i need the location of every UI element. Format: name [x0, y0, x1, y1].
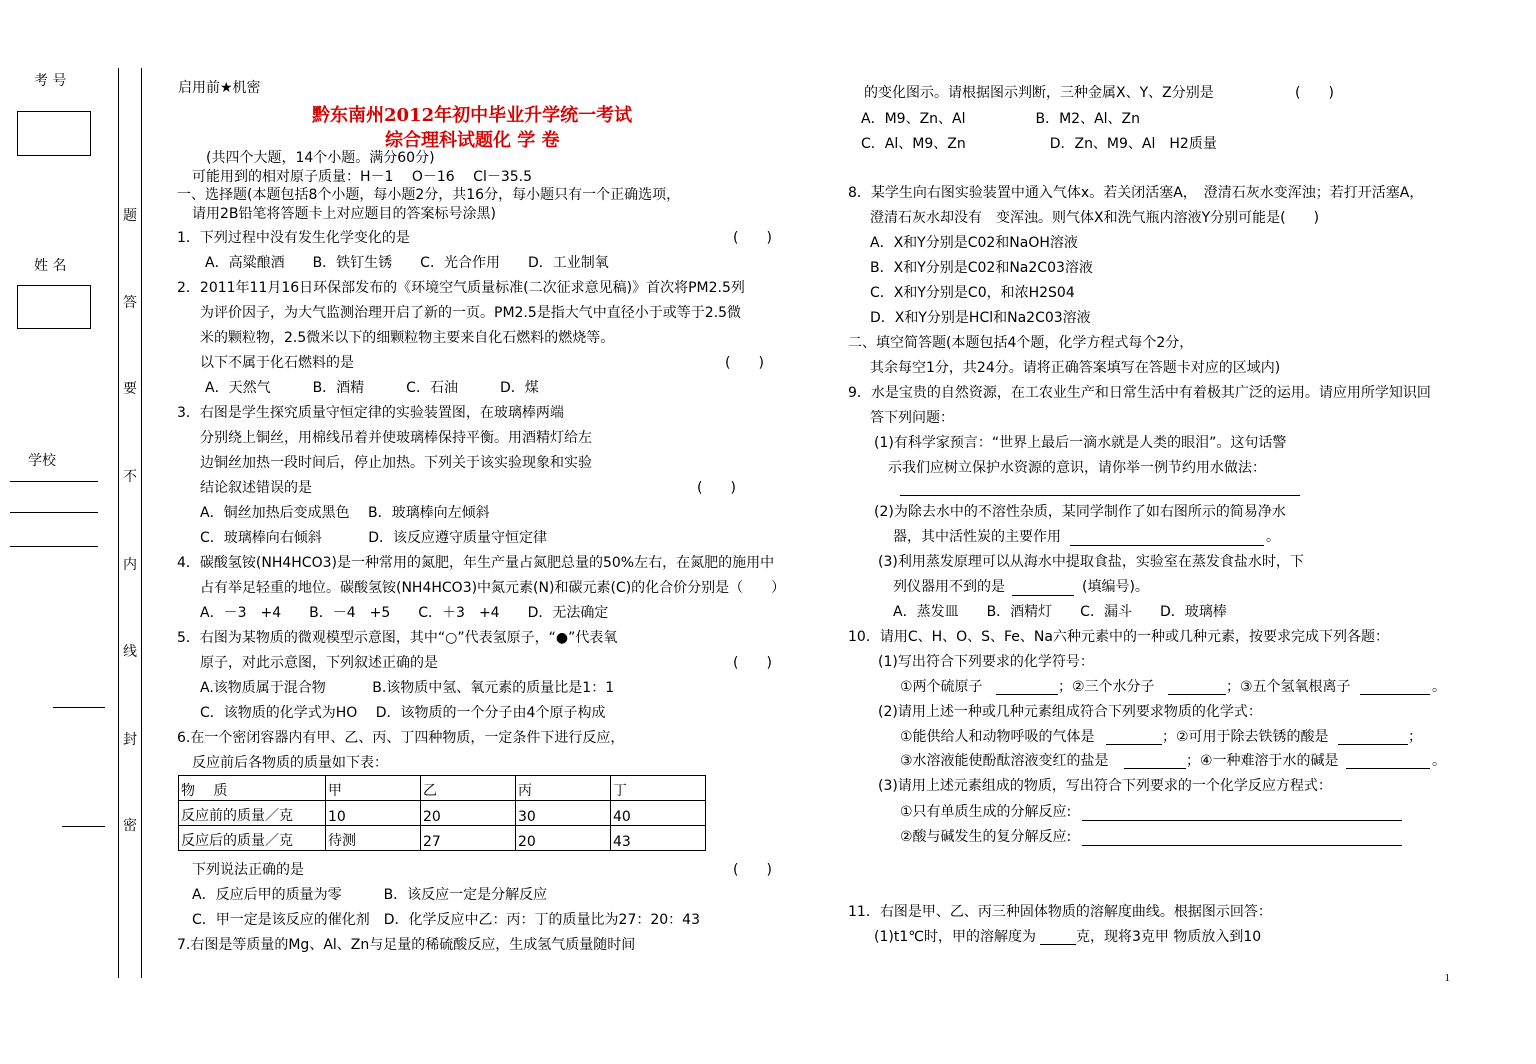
q9-3-answer-blank[interactable] [1012, 595, 1074, 596]
school-line-2[interactable] [10, 512, 98, 513]
q10-3-a: ①只有单质生成的分解反应: [900, 804, 1072, 820]
q7-options: C．Al、M9、Zn D．Zn、M9、Al H2质量 [861, 136, 1217, 152]
q5-options: A.该物质属于混合物 B.该物质中氢、氧元素的质量比是1：1 [200, 680, 615, 696]
q9-part2-end: 。 [1266, 529, 1280, 545]
q8-option-a: A．X和Y分别是C02和NaOH溶液 [870, 235, 1078, 251]
seal-char: 不 [123, 469, 137, 485]
q10-part2: (2)请用上述一种或几种元素组成符合下列要求物质的化学式： [878, 704, 1262, 720]
section2-instruction: 其余每空1分，共24分。请将正确答案填写在答题卡对应的区域内) [870, 360, 1281, 376]
q5-question: 原子，对此示意图，下列叙述正确的是 [200, 655, 438, 671]
q8-option-b: B．X和Y分别是C02和Na2C03溶液 [870, 260, 1093, 276]
name-box[interactable] [17, 285, 91, 329]
q3-options: C．玻璃棒向右倾斜 D．该反应遵守质量守恒定律 [200, 530, 548, 546]
q10-2c-blank[interactable] [1124, 768, 1186, 769]
table-cell: 27 [421, 826, 516, 851]
q3-options: A．铜丝加热后变成黑色 B．玻璃棒向左倾斜 [200, 505, 490, 521]
q4-options: A．－3 +4 B．－4 +5 C．＋3 +4 D．无法确定 [200, 605, 609, 621]
table-header-cell: 丙 [516, 776, 611, 801]
exam-number-label: 考 号 [34, 73, 67, 89]
atomic-masses: 可能用到的相对原子质量：H－1 O－16 Cl－35.5 [192, 169, 533, 185]
q6-question: 下列说法正确的是 [192, 862, 304, 878]
q2-answer-paren[interactable]: ( ) [725, 355, 764, 371]
q5-answer-paren[interactable]: ( ) [733, 655, 772, 671]
school-line-1[interactable] [10, 481, 98, 482]
table-cell: 20 [421, 801, 516, 826]
q7-options: A．M9、Zn、Al B．M2、Al、Zn [861, 111, 1141, 127]
q9-part3-end: (填编号)。 [1082, 579, 1149, 595]
q10-3a-blank[interactable] [1082, 820, 1402, 821]
seal-line-right [141, 68, 142, 978]
table-cell: 40 [611, 801, 706, 826]
margin-line-1 [53, 707, 105, 708]
q10-2b-blank[interactable] [1338, 744, 1408, 745]
school-label: 学校 [28, 453, 56, 469]
q3-stem: 分别绕上铜丝，用棉线吊着并使玻璃棒保持平衡。用酒精灯给左 [200, 430, 592, 446]
seal-char: 题 [123, 208, 137, 224]
secret-mark: 启用前★机密 [178, 80, 261, 96]
q10-1-end: 。 [1432, 679, 1446, 695]
table-row [179, 801, 706, 826]
q9-stem: 答下列问题： [870, 410, 954, 426]
seal-char: 要 [123, 381, 137, 397]
table-cell: 待测 [326, 826, 421, 851]
table-header-cell: 丁 [611, 776, 706, 801]
q11-part1-cont: 克，现将3克甲 物质放入到10 [1076, 929, 1262, 945]
q11-stem: 11．右图是甲、乙、丙三种固体物质的溶解度曲线。根据图示回答： [848, 904, 1272, 920]
name-label: 姓 名 [34, 258, 67, 274]
table-cell: 43 [611, 826, 706, 851]
table-header-row [179, 776, 706, 801]
q10-2-b: ；②可用于除去铁锈的酸是 [1162, 729, 1329, 745]
q3-question: 结论叙述错误的是 [200, 480, 312, 496]
seal-char: 内 [123, 557, 137, 573]
q10-2-a: ①能供给人和动物呼吸的气体是 [900, 729, 1095, 745]
table-cell: 20 [516, 826, 611, 851]
q10-2-d-end: 。 [1432, 753, 1446, 769]
q2-stem: 为评价因子，为大气监测治理开启了新的一页。PM2.5是指大气中直径小于或等于2.5微 [200, 305, 742, 321]
seal-char: 密 [123, 818, 137, 834]
q10-2a-blank[interactable] [1106, 744, 1162, 745]
q9-part1: 示我们应树立保护水资源的意识，请你举一例节约用水做法： [888, 460, 1266, 476]
section2-heading: 二、填空简答题(本题包括4个题，化学方程式每个2分， [848, 335, 1194, 351]
q3-stem: 3．右图是学生探究质量守恒定律的实验装置图，在玻璃棒两端 [177, 405, 564, 421]
q10-1-a: ①两个硫原子 [900, 679, 983, 695]
table-cell: 10 [326, 801, 421, 826]
table-cell: 30 [516, 801, 611, 826]
q9-part2: 器，其中活性炭的主要作用 [893, 529, 1061, 545]
q6-options: C．甲一定是该反应的催化剂 D．化学反应中乙：丙：丁的质量比为27：20：43 [192, 912, 700, 928]
q11-1-blank[interactable] [1040, 944, 1076, 945]
section1-heading: 一、选择题(本题包括8个小题，每小题2分，共16分，每小题只有一个正确选项， [177, 187, 681, 203]
table-header-cell: 甲 [326, 776, 421, 801]
seal-char: 封 [123, 732, 137, 748]
q1-answer-paren[interactable]: ( ) [733, 230, 772, 246]
q10-part3: (3)请用上述元素组成的物质，写出符合下列要求的一个化学反应方程式： [878, 778, 1332, 794]
q10-2d-blank[interactable] [1346, 768, 1430, 769]
q7-stem: 7.右图是等质量的Mg、Al、Zn与足量的稀硫酸反应，生成氢气质量随时间 [177, 937, 636, 953]
margin-line-2 [62, 826, 105, 827]
seal-char: 线 [123, 644, 137, 660]
q9-part3-options: A．蒸发皿 B．酒精灯 C．漏斗 D．玻璃棒 [893, 604, 1227, 620]
q10-1-b: ；②三个水分子 [1058, 679, 1155, 695]
page-number: 1 [1444, 972, 1450, 984]
exam-number-box[interactable] [17, 111, 91, 156]
q2-stem: 2．2011年11月16日环保部发布的《环境空气质量标准(二次征求意见稿)》首次将PM2.5列 [177, 280, 745, 296]
q9-part3: (3)利用蒸发原理可以从海水中提取食盐，实验室在蒸发食盐水时，下 [878, 554, 1304, 570]
q6-stem: 6.在一个密闭容器内有甲、乙、丙、丁四种物质，一定条件下进行反应， [177, 730, 625, 746]
q10-1b-blank[interactable] [1168, 694, 1226, 695]
q6-answer-paren[interactable]: ( ) [733, 862, 772, 878]
q2-stem: 米的颗粒物，2.5微米以下的细颗粒物主要来自化石燃料的燃烧等。 [200, 330, 615, 346]
q9-1-answer-blank[interactable] [900, 495, 1300, 496]
q9-stem: 9．水是宝贵的自然资源，在工农业生产和日常生活中有着极其广泛的运用。请应用所学知识回 [848, 385, 1431, 401]
q1-stem: 1．下列过程中没有发生化学变化的是 [177, 230, 410, 246]
q8-stem: 8．某学生向右图实验装置中通入气体x。若关闭活塞A， 澄清石灰水变浑浊；若打开活塞A， [848, 185, 1424, 201]
q4-stem: 占有举足轻重的地位。碳酸氢铵(NH4HCO3)中氮元素(N)和碳元素(C)的化合价分别是（ ） [200, 580, 786, 596]
q8-option-d: D．X和Y分别是HCl和Na2C03溶液 [870, 310, 1091, 326]
q2-question: 以下不属于化石燃料的是 [200, 355, 354, 371]
seal-line-left [118, 68, 119, 978]
q2-options: A．天然气 B．酒精 C．石油 D．煤 [205, 380, 539, 396]
table-cell: 反应前的质量／克 [179, 801, 326, 826]
q10-1-c: ；③五个氢氧根离子 [1226, 679, 1351, 695]
q6-options: A．反应后甲的质量为零 B．该反应一定是分解反应 [192, 887, 548, 903]
q8-option-c: C．X和Y分别是C0，和浓H2S04 [870, 285, 1075, 301]
q10-2-b-end: ； [1408, 729, 1422, 745]
q5-stem: 5．右图为某物质的微观模型示意图，其中“○”代表氢原子，“●”代表氧 [177, 630, 618, 646]
seal-char: 答 [123, 295, 137, 311]
mass-table [178, 775, 706, 851]
table-header-cell: 物 质 [179, 776, 326, 801]
q5-options: C．该物质的化学式为HO D．该物质的一个分子由4个原子构成 [200, 705, 606, 721]
table-row [179, 826, 706, 851]
q8-stem: 澄清石灰水却没有 变浑浊。则气体X和洗气瓶内溶液Y分别可能是( ) [870, 210, 1320, 226]
section1-instruction: 请用2B铅笔将答题卡上对应题目的答案标号涂黑) [192, 206, 496, 222]
q10-part1: (1)写出符合下列要求的化学符号： [878, 654, 1094, 670]
exam-subtitle: 综合理科试题化 学 卷 [385, 130, 560, 151]
table-header-cell: 乙 [421, 776, 516, 801]
q10-3-b: ②酸与碱发生的复分解反应: [900, 829, 1072, 845]
q10-2-c: ③水溶液能使酚酞溶液变红的盐是 [900, 753, 1109, 769]
q10-1a-blank[interactable] [996, 694, 1058, 695]
q3-stem: 边铜丝加热一段时间后，停止加热。下列关于该实验现象和实验 [200, 455, 592, 471]
exam-title: 黔东南州2012年初中毕业升学统一考试 [312, 105, 633, 126]
q7-answer-paren[interactable]: ( ) [1295, 85, 1334, 101]
q4-stem: 4．碳酸氢铵(NH4HCO3)是一种常用的氮肥，年生产量占氮肥总量的50%左右，在氮肥的施用中 [177, 555, 775, 571]
q9-part1: (1)有科学家预言：“世界上最后一滴水就是人类的眼泪”。这句话警 [874, 435, 1287, 451]
q1-options: A．高粱酿酒 B．铁钉生锈 C．光合作用 D．工业制氧 [205, 255, 609, 271]
q9-part3: 列仪器用不到的是 [893, 579, 1005, 595]
exam-info: (共四个大题，14个小题。满分60分) [206, 150, 435, 166]
q3-answer-paren[interactable]: ( ) [697, 480, 736, 496]
q11-part1: (1)t1℃时，甲的溶解度为 [874, 929, 1036, 945]
school-line-3[interactable] [10, 546, 98, 547]
table-cell: 反应后的质量／克 [179, 826, 326, 851]
q10-3b-blank[interactable] [1082, 845, 1402, 846]
q9-part2: (2)为除去水中的不溶性杂质，某同学制作了如右图所示的简易净水 [874, 504, 1286, 520]
q9-2-answer-blank[interactable] [1070, 545, 1264, 546]
q10-1c-blank[interactable] [1360, 694, 1430, 695]
q6-stem: 反应前后各物质的质量如下表： [192, 755, 388, 771]
q10-stem: 10．请用C、H、O、S、Fe、Na六种元素中的一种或几种元素，按要求完成下列各题： [848, 629, 1389, 645]
q10-2-d: ；④一种难溶于水的碱是 [1186, 753, 1339, 769]
q7-stem-cont: 的变化图示。请根据图示判断，三种金属X、Y、Z分别是 [864, 85, 1214, 101]
